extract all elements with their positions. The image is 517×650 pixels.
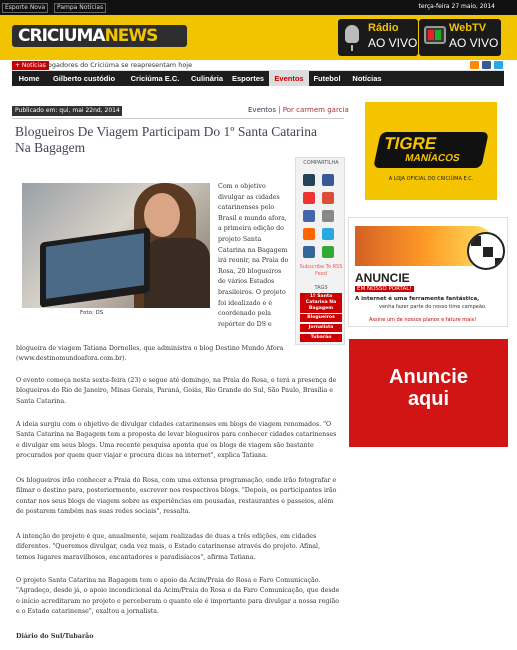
site-header: [0, 15, 517, 60]
anuncie-portal-ad[interactable]: ANUNCIE EM NOSSO PORTAL! A internet é uma ferramenta fantástica, venha fazer parte do nosso time campeão. Assine um de nossos planos e fature mais!: [348, 217, 508, 327]
rss-subscribe-link[interactable]: Subscribe To RSS Feed: [299, 264, 343, 277]
article-paragraph: A intenção do projeto é que, anualmente, sejam realizadas de duas a três edições, em cidades diferentes. "Queremos divulgar, cada vez mais, o Estado catarinense através do projeto. Afinal, temos lugares maravilhosos, encantadores e paradisíacos", afirma Tatiana.: [16, 533, 321, 561]
article-intro: Com o objetivo divulgar as cidades catarinenses pelo Brasil e mundo afora, a primeira edição do projeto Santa Catarina na Bagagem irá reunir, na Praia do Rosa, 20 blogueiros de vários Estados brasileiros. O projeto foi idealizado e é coordenado pela repórter do DS e: [218, 183, 289, 328]
author-link[interactable]: | Por carmem garcia: [278, 106, 349, 114]
article-meta: [248, 105, 349, 115]
radio-live-button[interactable]: Rádio AO VIVO: [338, 19, 418, 56]
nav-noticias[interactable]: Notícias: [352, 74, 382, 83]
toplink-esporte[interactable]: Esporte Nova: [2, 3, 48, 13]
microphone-icon: [345, 25, 359, 43]
site-logo[interactable]: CRICIUMANEWS: [12, 25, 187, 47]
article-paragraph: blogueira de viagem Tatiana Dornelles, que administra o blog Destino Mundo Afora (www.destinomundoafora.com.br).: [16, 345, 284, 363]
divider: [12, 118, 344, 119]
tv-icon: [424, 26, 446, 44]
news-ticker: [12, 60, 504, 71]
share-panel: [295, 157, 345, 345]
top-bar: [0, 0, 517, 15]
tigre-maniacos-ad[interactable]: [365, 102, 497, 200]
nav-gilberto[interactable]: Gilberto custódio: [52, 74, 116, 83]
digg-icon[interactable]: [303, 192, 315, 204]
nav-culinaria[interactable]: Culinária: [190, 74, 224, 83]
article-paragraph: A ideia surgiu com o objetivo de divulgar cidades catarinenses em blogs de viagem renomados. "O Santa Catarina na Bagagem tem a proposta de levar blogueiros para conhecer cidades catarinenses e divulgar em seus blogs. Uma recente pesquisa aponta que os blogs de viagem são bastante procurados por quem quer viajar e procura dicas na internet", explica Tatiana.: [16, 421, 337, 460]
nav-criciuma[interactable]: Criciúma E.C.: [130, 74, 180, 83]
share-more-icon[interactable]: [322, 246, 334, 258]
share-heading: COMPARTILHA: [303, 160, 339, 166]
tag-jornalista[interactable]: Jornalista: [300, 324, 342, 332]
tags-heading: TAGS: [314, 285, 328, 291]
twitter-icon[interactable]: [494, 61, 503, 69]
tag-blogueiros[interactable]: Blogueiros: [300, 314, 342, 322]
tigre-logo: TIGRE MANÍACOS: [373, 132, 489, 168]
photo-caption: Foto: DS: [80, 310, 104, 316]
facebook-icon[interactable]: [482, 61, 491, 69]
stumble-icon[interactable]: [303, 228, 315, 240]
delicious-icon[interactable]: [303, 174, 315, 186]
facebook-share-icon[interactable]: [322, 174, 334, 186]
mail-icon[interactable]: [303, 210, 315, 222]
twitter-share-icon[interactable]: [322, 228, 334, 240]
article-paragraph: O evento começa nesta sexta-feira (23) e segue até domingo, na Praia do Rosa, e terá a presença de blogueiros do Rio de Janeiro, Minas Gerais, Paraná, Goiás, Rio Grande do Sul, São Paulo, Brasília e Santa Catarina.: [16, 377, 337, 405]
rss-icon[interactable]: [470, 61, 479, 69]
main-nav: [12, 71, 504, 86]
published-date: Publicado em: qui, mai 22nd, 2014: [12, 106, 122, 116]
anuncie-aqui-ad[interactable]: Anuncie aqui: [349, 339, 508, 447]
article-photo: [22, 183, 210, 308]
article-paragraph: Os blogueiros irão conhecer a Praia do Rosa, com uma extensa programação, onde irão fotografar e filmar o destino para, posteriormente, escrever nos respectivos blogs. "Depois, os participantes irão contar nos seus blogs de viagem sobre as experiências em pousadas, restaurantes e passeios, além de postarem também nas suas redes sociais", ressalta.: [16, 477, 337, 516]
nav-home[interactable]: Home: [18, 74, 40, 83]
toplink-pampa[interactable]: Pampa Notícias: [54, 3, 106, 13]
ticker-label: + Notícias: [12, 61, 49, 70]
article-title: Blogueiros De Viagem Participam Do 1º Santa Catarina Na Bagagem: [15, 124, 317, 155]
nav-eventos[interactable]: Eventos: [269, 71, 309, 86]
ticker-headline[interactable]: Jogadores do Criciúma se reapresentam hoje: [46, 61, 193, 69]
tag-tubarao[interactable]: Tubarão: [300, 334, 342, 342]
article-paragraph: O projeto Santa Catarina na Bagagem tem o apoio da Acim/Praia do Rosa e Faro Comunicação. "Agradeço, desde já, o apoio incondicional da Acim/Praia do Rosa e da Faro Comunicação, que desde o início acreditaram no projeto e perceberam o quanto ele é importante para divulgar a nossa região e o Estado catarinense", exaltou a jornalista.: [16, 577, 340, 616]
category-link[interactable]: Eventos: [248, 106, 276, 114]
bookmark-icon[interactable]: [322, 210, 334, 222]
soccer-ball-icon: [467, 232, 505, 270]
reddit-icon[interactable]: [303, 246, 315, 258]
google-plus-icon[interactable]: [322, 192, 334, 204]
tag-santa-catarina[interactable]: 1º Santa Catarina Na Bagagem: [300, 293, 342, 313]
date-display: terça-feira 27 maio, 2014: [418, 3, 495, 10]
nav-esportes[interactable]: Esportes: [231, 74, 265, 83]
nav-futebol[interactable]: Futebol: [313, 74, 341, 83]
tigre-sub: A LOJA OFICIAL DO CRICIÚMA E.C.: [388, 176, 474, 182]
webtv-live-button[interactable]: WebTV AO VIVO: [419, 19, 501, 56]
article-source: Diário do Sul/Tubarão: [16, 633, 94, 640]
